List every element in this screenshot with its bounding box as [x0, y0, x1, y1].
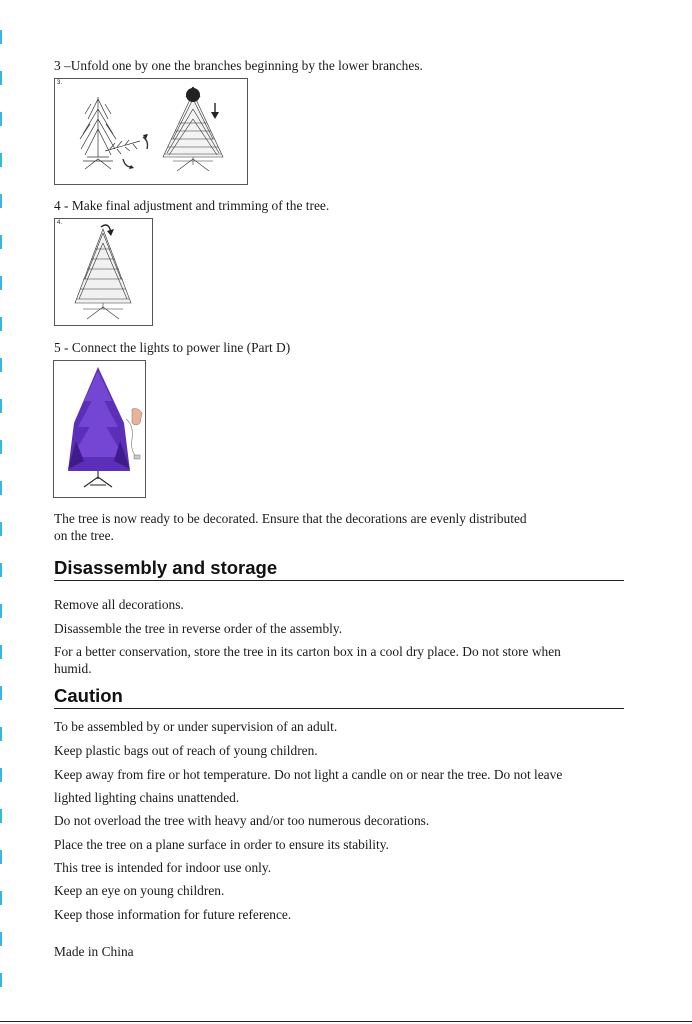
edge-mark — [0, 522, 2, 536]
edge-mark — [0, 563, 2, 577]
edge-mark — [0, 727, 2, 741]
unfold-branches-illustration — [55, 79, 247, 184]
edge-mark — [0, 440, 2, 454]
list-item: Keep away from fire or hot temperature. Do not light a candle on or near the tree. Do not leave — [54, 767, 563, 782]
list-item: Place the tree on a plane surface in order to ensure its stability. — [54, 837, 389, 852]
step-3-text: 3 –Unfold one by one the branches beginning by the lower branches. — [54, 58, 423, 73]
edge-mark — [0, 809, 2, 823]
ready-text-line-2: on the tree. — [54, 528, 114, 543]
edge-mark — [0, 768, 2, 782]
list-item: Keep an eye on young children. — [54, 883, 225, 898]
step-4-figure — [54, 218, 153, 326]
step-3-figure — [54, 78, 248, 185]
edge-mark — [0, 932, 2, 946]
edge-mark — [0, 645, 2, 659]
step-5-figure — [53, 360, 146, 498]
figure-number: 3. — [57, 80, 63, 86]
list-item: Keep plastic bags out of reach of young children. — [54, 743, 318, 758]
made-in-text: Made in China — [54, 944, 134, 959]
list-item: Remove all decorations. — [54, 597, 184, 612]
ready-text-line-1: The tree is now ready to be decorated. Ensure that the decorations are evenly distributed — [54, 511, 527, 526]
list-item: lighted lighting chains unattended. — [54, 790, 240, 805]
edge-mark — [0, 194, 2, 208]
disassembly-heading: Disassembly and storage — [54, 557, 624, 581]
edge-mark — [0, 399, 2, 413]
edge-mark — [0, 30, 2, 44]
edge-mark — [0, 604, 2, 618]
edge-mark — [0, 153, 2, 167]
list-item: Disassemble the tree in reverse order of the assembly. — [54, 621, 343, 636]
edge-mark — [0, 317, 2, 331]
edge-mark — [0, 481, 2, 495]
edge-mark — [0, 276, 2, 290]
edge-mark — [0, 850, 2, 864]
purple-tree-photo — [54, 361, 145, 497]
figure-number: 4. — [57, 220, 63, 226]
list-item: humid. — [54, 661, 92, 676]
edge-mark — [0, 235, 2, 249]
list-item: For a better conservation, store the tree in its carton box in a cool dry place. Do not store when — [54, 644, 561, 659]
edge-mark — [0, 358, 2, 372]
step-5-text: 5 - Connect the lights to power line (Part D) — [54, 340, 291, 355]
bottom-rule — [0, 1021, 692, 1022]
list-item: Keep those information for future reference. — [54, 907, 292, 922]
edge-mark — [0, 973, 2, 987]
edge-mark — [0, 71, 2, 85]
list-item: Do not overload the tree with heavy and/or too numerous decorations. — [54, 813, 430, 828]
edge-mark — [0, 686, 2, 700]
page-edge-marks — [0, 0, 3, 1024]
list-item: To be assembled by or under supervision of an adult. — [54, 719, 338, 734]
step-4-text: 4 - Make final adjustment and trimming of the tree. — [54, 198, 330, 213]
trimming-tree-illustration — [55, 219, 152, 325]
caution-heading: Caution — [54, 685, 624, 709]
edge-mark — [0, 112, 2, 126]
list-item: This tree is intended for indoor use only. — [54, 860, 272, 875]
edge-mark — [0, 891, 2, 905]
